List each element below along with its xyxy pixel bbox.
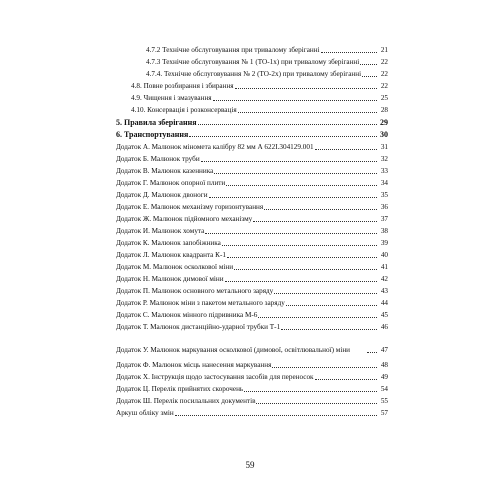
toc-entry-page: 36 bbox=[380, 203, 388, 211]
toc-entry-page: 48 bbox=[380, 361, 388, 369]
toc-entry-label: Додаток Х. Інструкція щодо застосування засобів для переносок bbox=[116, 373, 314, 381]
toc-entry-page: 22 bbox=[380, 82, 388, 90]
toc-entry-page: 21 bbox=[380, 46, 388, 54]
toc-entry-page: 41 bbox=[380, 263, 388, 271]
toc-entry-page: 30 bbox=[380, 130, 388, 139]
leader-dots bbox=[253, 220, 377, 222]
leader-dots bbox=[198, 123, 377, 125]
toc-entry-appendix-r bbox=[116, 299, 388, 308]
leader-dots bbox=[225, 280, 377, 282]
leader-dots bbox=[222, 244, 377, 246]
toc-entry-4-7-3 bbox=[146, 58, 388, 67]
page-number: 59 bbox=[245, 460, 255, 470]
toc-entry-label: Додаток В. Малюнок казенника bbox=[116, 167, 214, 175]
toc-entry-label: Додаток Ж. Малюнок підйомного механізму bbox=[116, 215, 253, 223]
leader-dots bbox=[213, 99, 377, 101]
toc-entry-appendix-v bbox=[116, 167, 388, 176]
toc-entry-section-6 bbox=[116, 130, 388, 139]
toc-entry-label: Додаток М. Малюнок осколкової міни bbox=[116, 263, 234, 271]
leader-dots bbox=[286, 304, 377, 306]
toc-entry-appendix-u bbox=[116, 335, 388, 355]
toc-entry-page: 33 bbox=[380, 167, 388, 175]
toc-entry-label: 4.10. Консервація і розконсервація bbox=[131, 106, 237, 114]
toc-entry-page: 25 bbox=[380, 94, 388, 102]
leader-dots bbox=[205, 232, 377, 234]
toc-entry-page: 22 bbox=[380, 58, 388, 66]
toc-entry-4-7-4 bbox=[146, 70, 388, 79]
leader-dots bbox=[272, 366, 377, 368]
toc-entry-label: Додаток У. Малюнок маркування осколкової (димової, освітлювальної) міни bbox=[116, 346, 351, 354]
toc-entry-page: 45 bbox=[380, 311, 388, 319]
toc-entry-appendix-d bbox=[116, 191, 388, 200]
toc-entry-appendix-zh bbox=[116, 215, 388, 224]
toc-entry-appendix-kh bbox=[116, 373, 388, 382]
toc-entry-4-7-2 bbox=[146, 46, 388, 55]
toc-entry-label: 4.7.4. Технічне обслуговування № 2 (ТО-2х) при тривалому зберіганні bbox=[146, 70, 362, 78]
toc-entry-appendix-y bbox=[116, 227, 388, 236]
toc-entry-appendix-g bbox=[116, 179, 388, 188]
leader-dots bbox=[264, 208, 377, 210]
toc-entry-4-8 bbox=[131, 82, 388, 91]
toc-entry-label: Додаток Н. Малюнок димової міни bbox=[116, 275, 224, 283]
toc-entry-label: Аркуш обліку змін bbox=[116, 409, 174, 417]
toc-entry-page: 40 bbox=[380, 251, 388, 259]
toc-entry-page: 28 bbox=[380, 106, 388, 114]
leader-dots bbox=[238, 111, 377, 113]
toc-entry-label: Додаток И. Малюнок хомута bbox=[116, 227, 205, 235]
toc-entry-label: Додаток Б. Малюнок труби bbox=[116, 155, 200, 163]
toc-entry-change-log bbox=[116, 409, 388, 418]
toc-entry-label: Додаток Е. Малюнок механізму горизонтування bbox=[116, 203, 264, 211]
toc-entry-label: Додаток Л. Малюнок квадранта К-1 bbox=[116, 251, 226, 259]
toc-entry-label: Додаток К. Малюнок запобіжника bbox=[116, 239, 221, 247]
leader-dots bbox=[281, 328, 377, 330]
toc-entry-page: 46 bbox=[380, 323, 388, 331]
toc-entry-appendix-a bbox=[116, 143, 388, 152]
toc-entry-page: 35 bbox=[380, 191, 388, 199]
leader-dots bbox=[315, 378, 377, 380]
toc-entry-appendix-b bbox=[116, 155, 388, 164]
toc-entry-page: 49 bbox=[380, 373, 388, 381]
toc-entry-page: 54 bbox=[380, 385, 388, 393]
toc-entry-label: Додаток Ц. Перелік прийнятих скорочень bbox=[116, 385, 244, 393]
toc-entry-page: 22 bbox=[380, 70, 388, 78]
toc-entry-page: 38 bbox=[380, 227, 388, 235]
toc-entry-4-9 bbox=[131, 94, 388, 103]
leader-dots bbox=[189, 135, 377, 137]
leader-dots bbox=[315, 148, 377, 150]
toc-entry-appendix-n bbox=[116, 275, 388, 284]
toc-entry-page: 44 bbox=[380, 299, 388, 307]
toc-entry-label: Додаток А. Малюнок міномета калібру 82 мм А 622I.304129.001 bbox=[116, 143, 314, 151]
toc-entry-label: 5. Правила зберігання bbox=[116, 118, 197, 127]
toc-entry-appendix-f bbox=[116, 361, 388, 370]
leader-dots bbox=[321, 51, 377, 53]
toc-entry-label: 6. Транспортування bbox=[116, 130, 189, 139]
leader-dots bbox=[244, 390, 377, 392]
toc-entry-label: Додаток Д. Малюнок двоноги bbox=[116, 191, 208, 199]
toc-entry-label: Додаток Р. Малюнок міни з пакетом метального заряду bbox=[116, 299, 285, 307]
toc-entry-appendix-t bbox=[116, 323, 388, 332]
leader-dots bbox=[367, 351, 377, 353]
toc-entry-page: 43 bbox=[380, 287, 388, 295]
toc-entry-appendix-s bbox=[116, 311, 388, 320]
leader-dots bbox=[175, 414, 377, 416]
toc-entry-section-5 bbox=[116, 118, 388, 127]
toc-entry-appendix-m bbox=[116, 263, 388, 272]
toc-entry-page: 39 bbox=[380, 239, 388, 247]
toc-entry-page: 34 bbox=[380, 179, 388, 187]
leader-dots bbox=[256, 402, 377, 404]
leader-dots bbox=[234, 268, 377, 270]
leader-dots bbox=[214, 172, 377, 174]
toc-entry-label: Додаток Ф. Малюнок місць нанесення маркування bbox=[116, 361, 272, 369]
toc-entry-page: 55 bbox=[380, 397, 388, 405]
toc-entry-page: 47 bbox=[380, 346, 388, 354]
toc-entry-page: 57 bbox=[380, 409, 388, 417]
leader-dots bbox=[226, 184, 377, 186]
toc-entry-appendix-ts bbox=[116, 385, 388, 394]
toc-entry-page: 29 bbox=[380, 118, 388, 127]
toc-entry-appendix-k bbox=[116, 239, 388, 248]
leader-dots bbox=[274, 292, 377, 294]
leader-dots bbox=[258, 316, 377, 318]
toc-entry-appendix-e bbox=[116, 203, 388, 212]
toc-entry-page: 37 bbox=[380, 215, 388, 223]
toc-entry-page: 42 bbox=[380, 275, 388, 283]
toc-entry-appendix-l bbox=[116, 251, 388, 260]
toc-entry-label: Додаток П. Малюнок основного метального заряду bbox=[116, 287, 274, 295]
toc-entry-label: Додаток Т. Малюнок дистанційно-ударної трубки Т-1 bbox=[116, 323, 281, 331]
toc-entry-label: 4.7.2 Технічне обслуговування при тривалому зберіганні bbox=[146, 46, 320, 54]
leader-dots bbox=[362, 75, 377, 77]
toc-entry-label: Додаток Г. Малюнок опорної плити bbox=[116, 179, 226, 187]
toc-entry-label: 4.9. Чищення і змазування bbox=[131, 94, 212, 102]
toc-entry-label: 4.7.3 Технічне обслуговування № 1 (ТО-1х) при тривалому зберіганні bbox=[146, 58, 360, 66]
toc-entry-appendix-sh bbox=[116, 397, 388, 406]
toc-entry-4-10 bbox=[131, 106, 388, 115]
leader-dots bbox=[235, 87, 377, 89]
toc-entry-appendix-p bbox=[116, 287, 388, 296]
toc-entry-label: Додаток С. Малюнок мінного підривника М-6 bbox=[116, 311, 258, 319]
leader-dots bbox=[201, 160, 377, 162]
toc-entry-label: 4.8. Повне розбирання і збирання bbox=[131, 82, 234, 90]
leader-dots bbox=[209, 196, 377, 198]
toc-entry-page: 32 bbox=[380, 155, 388, 163]
leader-dots bbox=[360, 63, 377, 65]
toc-entry-label: Додаток Ш. Перелік посилальних документів bbox=[116, 397, 256, 405]
leader-dots bbox=[227, 256, 377, 258]
toc-entry-page: 31 bbox=[380, 143, 388, 151]
